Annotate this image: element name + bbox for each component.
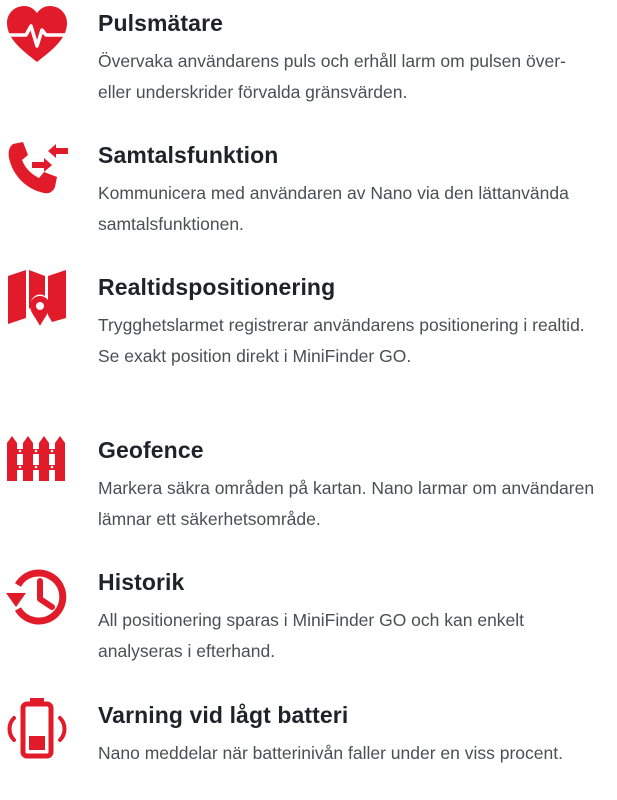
feature-description: Nano meddelar när batterinivån faller under en viss procent. <box>98 743 563 763</box>
feature-title: Geofence <box>98 437 204 463</box>
feature-description: Kommunicera med användaren av Nano via den lättanvända samtalsfunktionen. <box>98 183 569 234</box>
feature-description: Markera säkra områden på kartan. Nano larmar om användaren lämnar ett säkerhetsområde. <box>98 478 595 529</box>
feature-title: Varning vid lågt batteri <box>98 702 349 728</box>
feature-description: All positionering sparas i MiniFinder GO och kan enkelt analyseras i efterhand. <box>98 610 525 661</box>
phone-call-icon <box>4 136 70 202</box>
feature-description: Trygghetslarmet registrerar användarens positionering i realtid. Se exakt position direkt i MiniFinder GO. <box>98 315 585 366</box>
feature-title: Realtidspositionering <box>98 274 336 300</box>
heart-pulse-icon <box>4 2 70 68</box>
feature-title: Pulsmätare <box>98 10 224 36</box>
feature-description: Övervaka användarens puls och erhåll larm om pulsen över- eller underskrider förvalda gränsvärden. <box>98 51 566 102</box>
fence-icon <box>4 431 70 497</box>
history-icon <box>4 563 70 629</box>
feature-title: Historik <box>98 569 185 595</box>
low-battery-icon <box>4 696 70 762</box>
map-pin-icon <box>4 266 70 332</box>
feature-title: Samtalsfunktion <box>98 142 279 168</box>
